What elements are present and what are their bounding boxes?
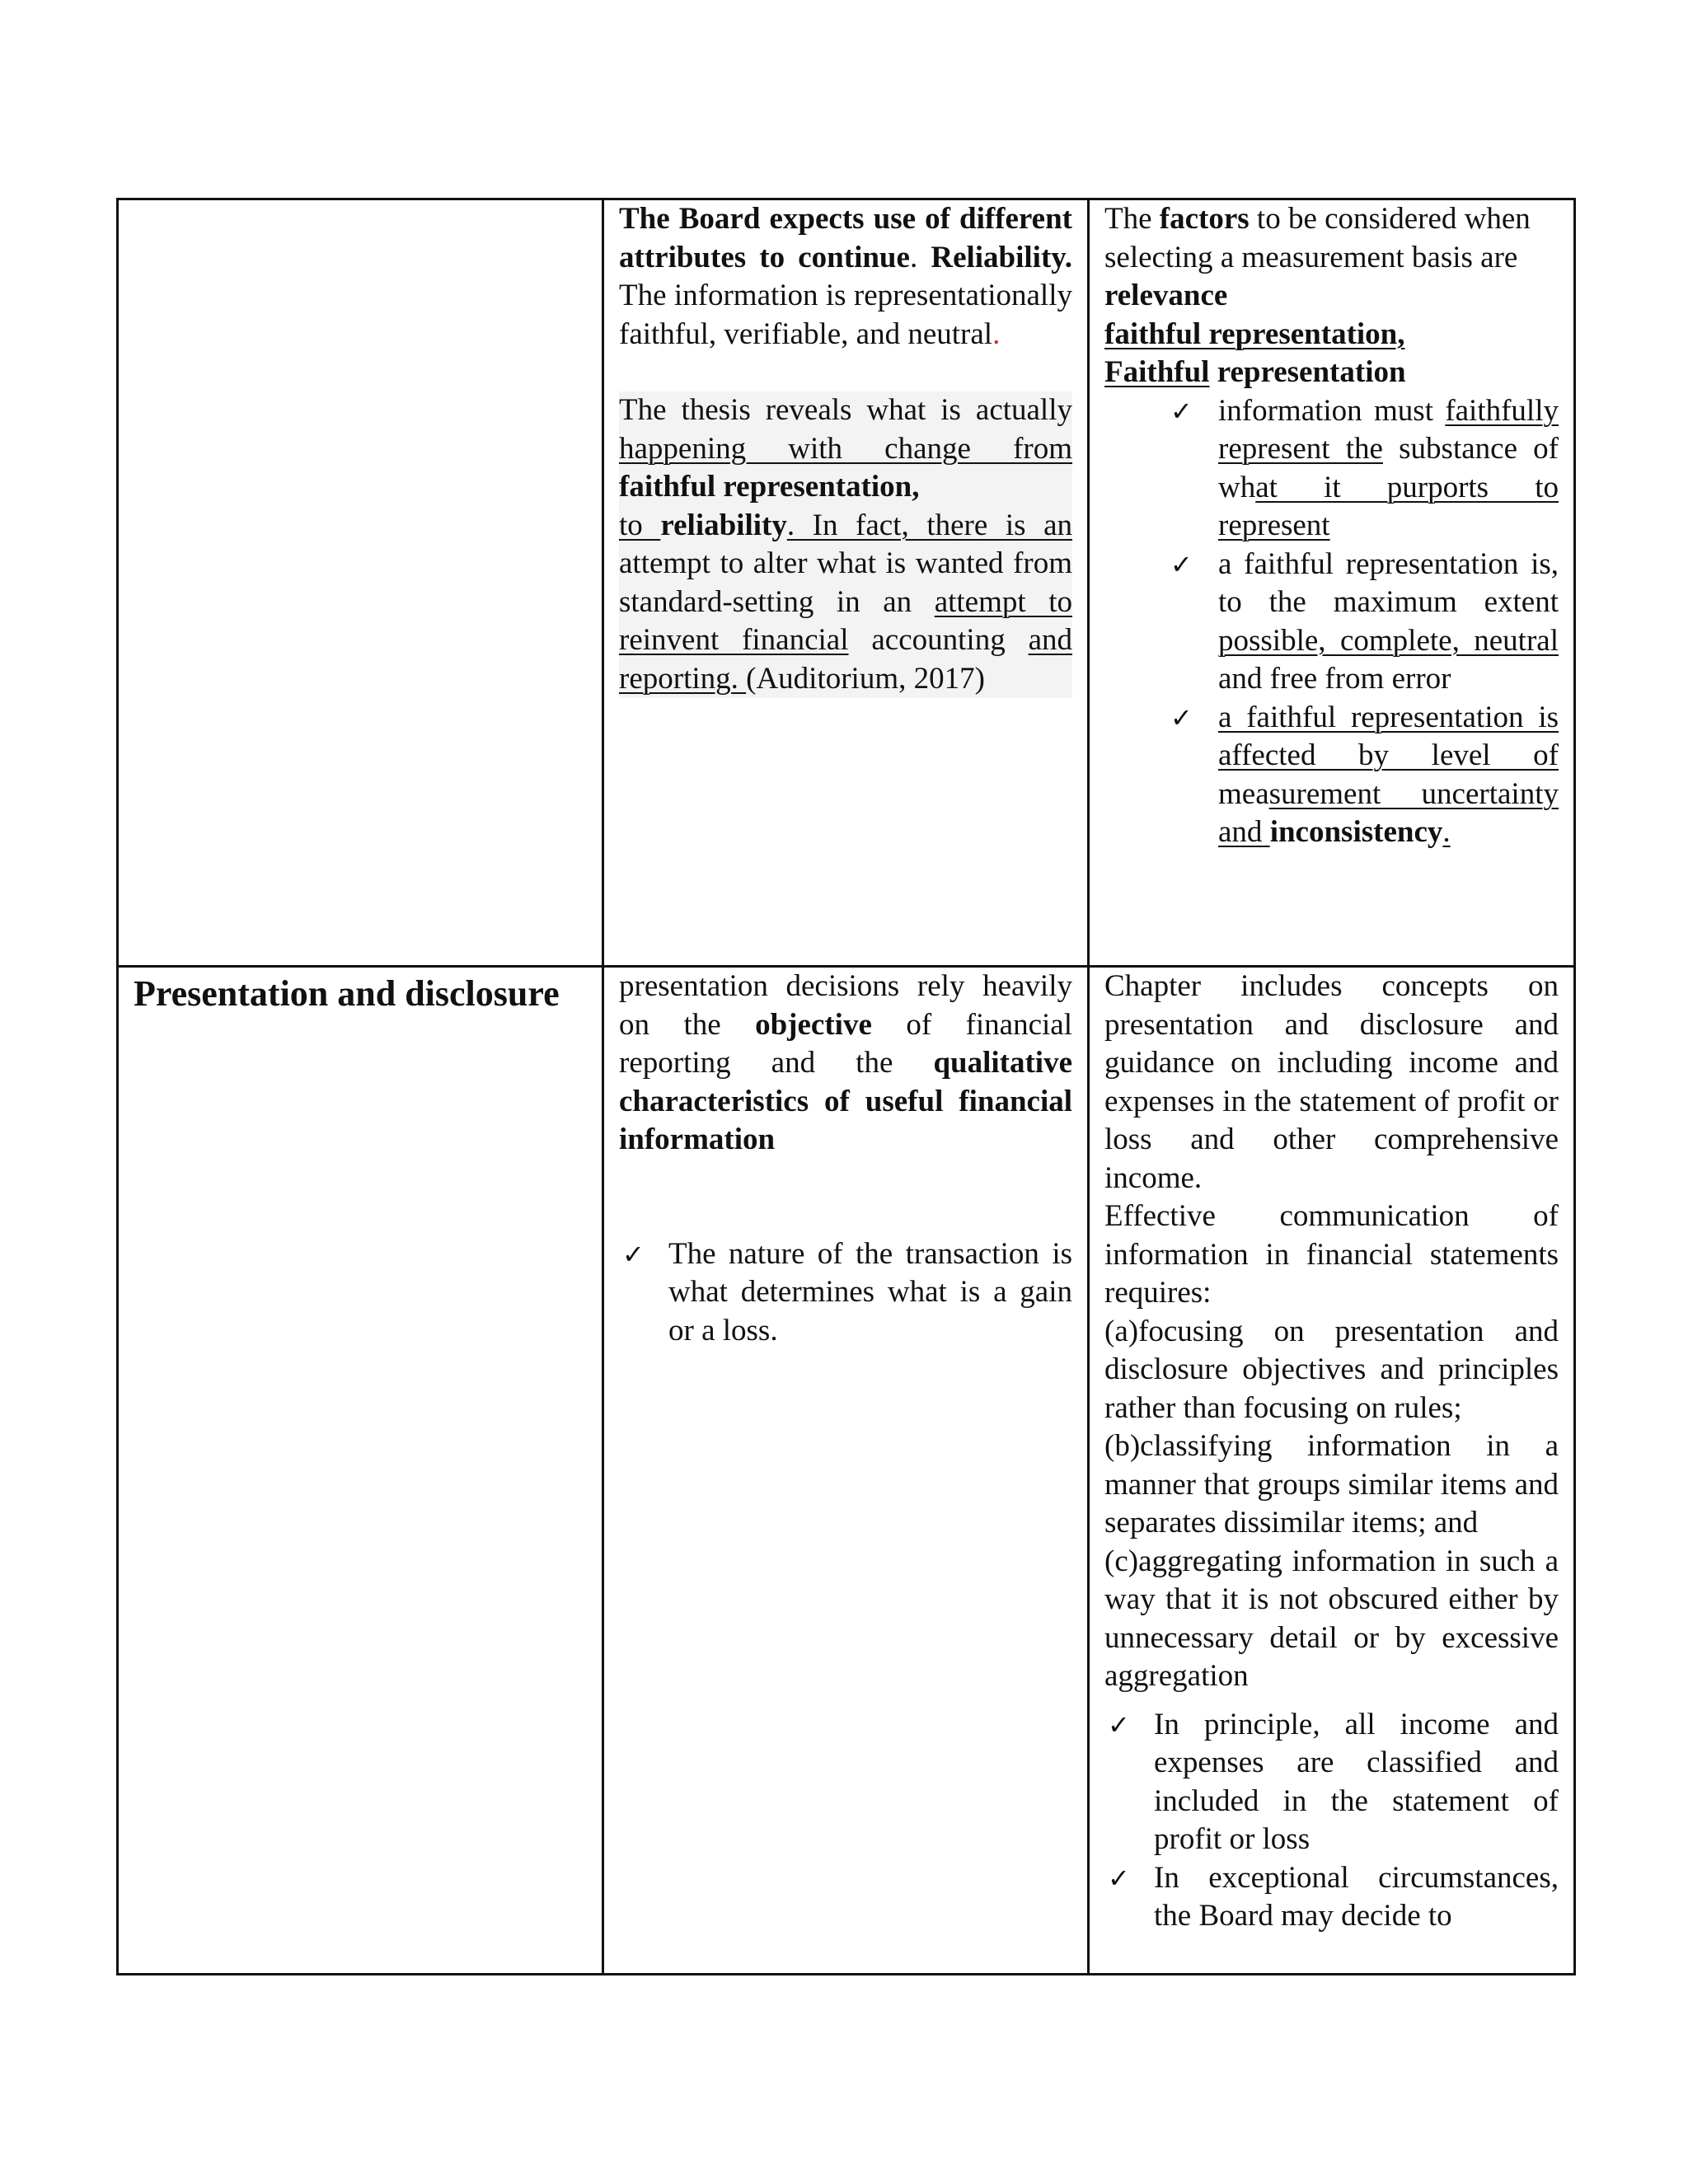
text: The thesis reveals what is actually (619, 393, 1072, 427)
paragraph: Chapter includes concepts on presentation and disclosure and guidance on including income and expenses in the statement of profit or loss and other comprehensive income. (1104, 969, 1559, 1195)
row-heading-cell-empty (118, 199, 603, 967)
citation: (Auditorium, 2017) (746, 661, 985, 696)
list-item (619, 1235, 1072, 1351)
list-item (1104, 392, 1559, 546)
text: attempt to alter what is wanted from standard-setting in an (619, 546, 1072, 619)
bold-text: representation (1209, 355, 1406, 389)
framework-2010-cell (603, 199, 1089, 967)
bold-text: Reliability. (931, 240, 1072, 274)
text: and free from error (1218, 662, 1451, 696)
bold-text: inconsistency (1269, 815, 1443, 849)
text: a faithful representation is, to the maximum extent (1218, 546, 1559, 619)
check-list (619, 1235, 1072, 1351)
check-icon: ✓ (1108, 1708, 1130, 1741)
paragraph (619, 968, 1072, 1160)
bold-text: factors (1159, 202, 1250, 236)
bold-text: The Board expects use of different attributes to continue (619, 202, 1072, 274)
bold-text: relevance (1104, 279, 1228, 312)
bold-text: objective (755, 1007, 872, 1042)
bold-underlined-text: faithful representation, (1104, 316, 1405, 351)
paragraph: (a)focusing on presentation and disclosure objectives and principles rather than focusing on rules; (1104, 1314, 1559, 1425)
underlined-text: happening with change from (619, 431, 1072, 466)
check-icon: ✓ (1170, 395, 1193, 427)
text: substance of wh (1218, 432, 1559, 504)
text: The nature of the transaction is what determines what is a gain or a loss. (668, 1236, 1072, 1347)
paragraph: (b)classifying information in a manner that groups similar items and separates dissimilar items; and (1104, 1429, 1559, 1540)
text: The (1104, 202, 1160, 236)
text: . (909, 240, 918, 274)
underlined-text: . (1442, 815, 1451, 849)
underlined-text: at it purports to represent (1218, 470, 1559, 542)
paragraph (1104, 200, 1559, 316)
text: mea (1218, 776, 1269, 811)
bold-text: faithful representation, (619, 470, 920, 504)
underlined-text: surement uncertainty and (1218, 776, 1559, 849)
text: In principle, all income and expenses are classified and included in the statement of profit or loss (1154, 1707, 1559, 1856)
text: The information is representationally faithful, verifiable, and neutral (619, 279, 1072, 351)
underlined-text: . In fact, there is an (786, 508, 1072, 542)
list-item (1104, 546, 1559, 699)
comparison-table (116, 198, 1576, 1975)
check-list (1104, 1706, 1559, 1936)
check-icon: ✓ (1170, 548, 1193, 580)
text: In exceptional circumstances, the Board may decide to (1154, 1860, 1559, 1933)
paragraph (1104, 354, 1559, 392)
bold-text: reliability (660, 508, 787, 542)
list-item (1104, 699, 1559, 852)
paragraph: Effective communication of information in financial statements requires: (1104, 1199, 1559, 1310)
thesis-paragraph (619, 391, 1072, 698)
underlined-text: to (619, 508, 661, 542)
row-heading-cell (118, 967, 603, 1975)
text: presentation decisions rely heavily on the (619, 969, 1072, 1042)
framework-2018-cell (1089, 199, 1575, 967)
row-heading: Presentation and disclosure (134, 973, 560, 1014)
underlined-text: possible, complete, neutral (1218, 623, 1559, 658)
list-item (1104, 1859, 1559, 1936)
paragraph (619, 200, 1072, 354)
check-list (1104, 392, 1559, 852)
underlined-text: and reporting. (619, 623, 1072, 696)
table-row (118, 199, 1575, 967)
table-row (118, 967, 1575, 1975)
framework-2018-cell (1089, 967, 1575, 1975)
text: to be considered when selecting a measurement basis are (1104, 202, 1531, 274)
check-icon: ✓ (1108, 1862, 1130, 1894)
check-icon: ✓ (622, 1238, 645, 1270)
underlined-text: a faithful representation is affected by level of (1218, 700, 1559, 772)
underlined-text: faithfully represent the (1218, 393, 1559, 466)
text: of financial reporting and the (619, 1007, 1073, 1080)
text: information must (1218, 393, 1446, 428)
text: accounting (848, 623, 1029, 657)
underlined-text: attempt to reinvent financial (619, 584, 1073, 657)
bold-text: qualitative characteristics of useful financial information (619, 1046, 1072, 1156)
paragraph: (c)aggregating information in such a way that it is not obscured either by unnecessary detail or by excessive aggregation (1104, 1544, 1559, 1693)
list-item (1104, 1706, 1559, 1859)
bold-underlined-text: Faithful (1104, 355, 1210, 389)
framework-2010-cell (603, 967, 1089, 1975)
check-icon: ✓ (1170, 701, 1193, 733)
text: . (992, 316, 1001, 351)
